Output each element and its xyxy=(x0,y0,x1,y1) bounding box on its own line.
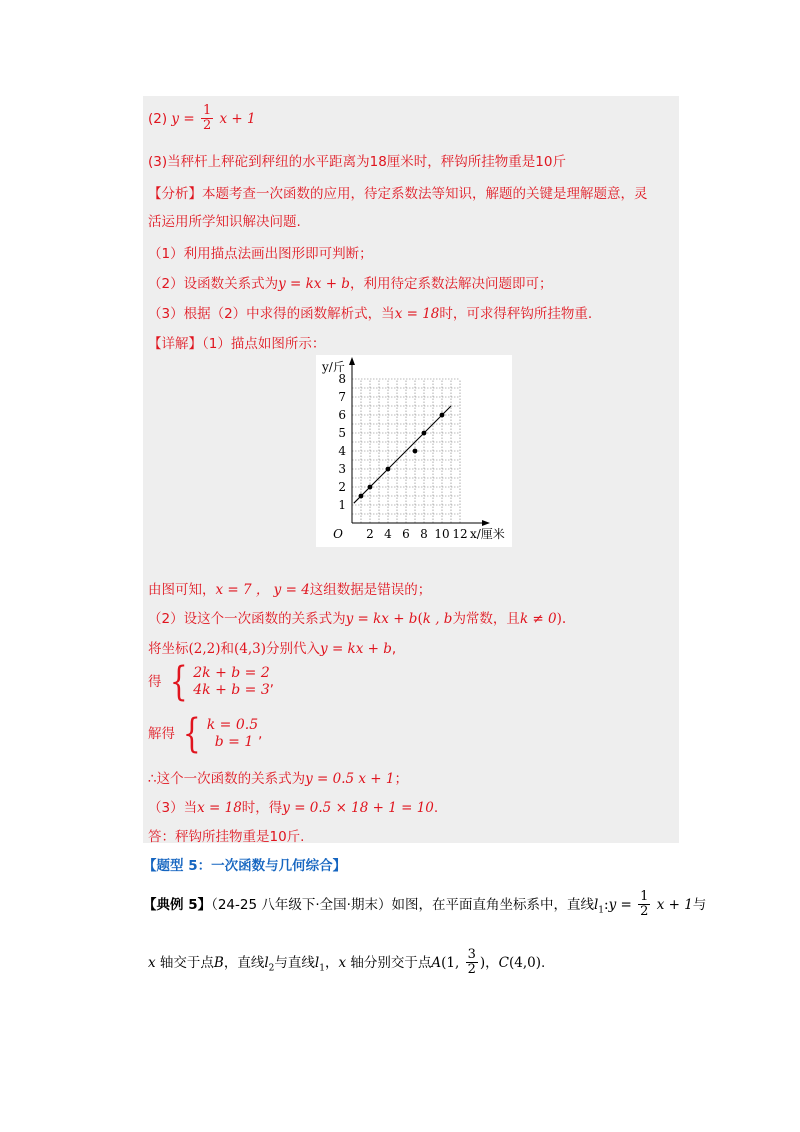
y-tick-label: 7 xyxy=(338,390,346,404)
analysis-step1: （1）利用描点法画出图形即可判断； xyxy=(148,246,373,262)
y-tick-label: 1 xyxy=(338,498,346,512)
y-axis-arrow xyxy=(349,357,355,365)
x-tick-label: 10 xyxy=(434,527,450,541)
origin-label: O xyxy=(333,527,343,541)
x-axis-label: x/厘米 xyxy=(470,527,505,541)
part2-answer: (2) y = $\frac{1}{2}$ x + 1 xyxy=(148,103,256,134)
data-point xyxy=(386,467,391,472)
y-axis-label: y/斤 xyxy=(322,360,345,374)
x-axis-arrow xyxy=(482,520,490,526)
x-tick-label: 4 xyxy=(384,527,392,541)
y-tick-label: 8 xyxy=(338,372,346,386)
analysis-line2: 活运用所学知识解决问题. xyxy=(148,214,301,230)
detail-part3: （3）当x = 18时，得y = 0.5 × 18 + 1 = 10. xyxy=(148,800,439,816)
detail-conclusion: 由图可知，x = 7 ， y = 4这组数据是错误的； xyxy=(148,582,432,598)
detail-substitute: 将坐标(2,2)和(4,3)分别代入y = kx + b, xyxy=(148,641,397,657)
y-tick-label: 4 xyxy=(338,444,346,458)
analysis-step3: （3）根据（2）中求得的函数解析式，当x = 18时，可求得秤钩所挂物重. xyxy=(148,306,593,322)
detail-system2: 解得 { k = 0.5 b = 1 , xyxy=(148,711,263,757)
y-tick-label: 6 xyxy=(338,408,346,422)
example-line1: 【典例 5】（24-25 八年级下·全国·期末）如图，在平面直角坐标系中，直线$l_1:y$ = $\frac{1}{2}$ x + 1与 xyxy=(143,889,707,920)
detail-therefore: ∴这个一次函数的关系式为y = 0.5 x + 1； xyxy=(148,771,408,787)
x-tick-label: 12 xyxy=(452,527,468,541)
chart-svg xyxy=(316,355,512,547)
y-tick-label: 5 xyxy=(338,426,346,440)
data-point xyxy=(359,494,364,499)
detail-part2: （2）设这个一次函数的关系式为y = kx + b(k , b为常数，且k ≠ 0). xyxy=(148,611,567,627)
analysis-line1: 【分析】本题考查一次函数的应用，待定系数法等知识，解题的关键是理解题意，灵 xyxy=(148,186,648,202)
detail-answer: 答：秤钩所挂物重是10斤. xyxy=(148,829,305,845)
y-tick-label: 2 xyxy=(338,480,346,494)
data-point xyxy=(422,431,427,436)
part3-answer: (3)当秤杆上秤砣到秤纽的水平距离为18厘米时，秤钩所挂物重是10斤 xyxy=(148,154,566,170)
example-line2: x 轴交于点B，直线$l_2$与直线$l_1$，x 轴分别交于点A(1, $\frac{3}{2}$ )，C(4,0). xyxy=(148,947,546,978)
detail-system1: 得 { 2k + b = 2 4k + b = 3 , xyxy=(148,659,275,705)
data-point xyxy=(413,449,418,454)
y-tick-label: 3 xyxy=(338,462,346,476)
scatter-chart xyxy=(316,355,512,547)
x-tick-label: 6 xyxy=(402,527,410,541)
data-point xyxy=(368,485,373,490)
analysis-step2: （2）设函数关系式为y = kx + b，利用待定系数法解决问题即可； xyxy=(148,276,553,292)
section-title: 【题型 5：一次函数与几何综合】 xyxy=(143,858,347,874)
x-tick-label: 8 xyxy=(420,527,428,541)
detail-heading: 【详解】（1）描点如图所示： xyxy=(148,336,326,352)
x-tick-label: 2 xyxy=(366,527,374,541)
data-point xyxy=(440,413,445,418)
